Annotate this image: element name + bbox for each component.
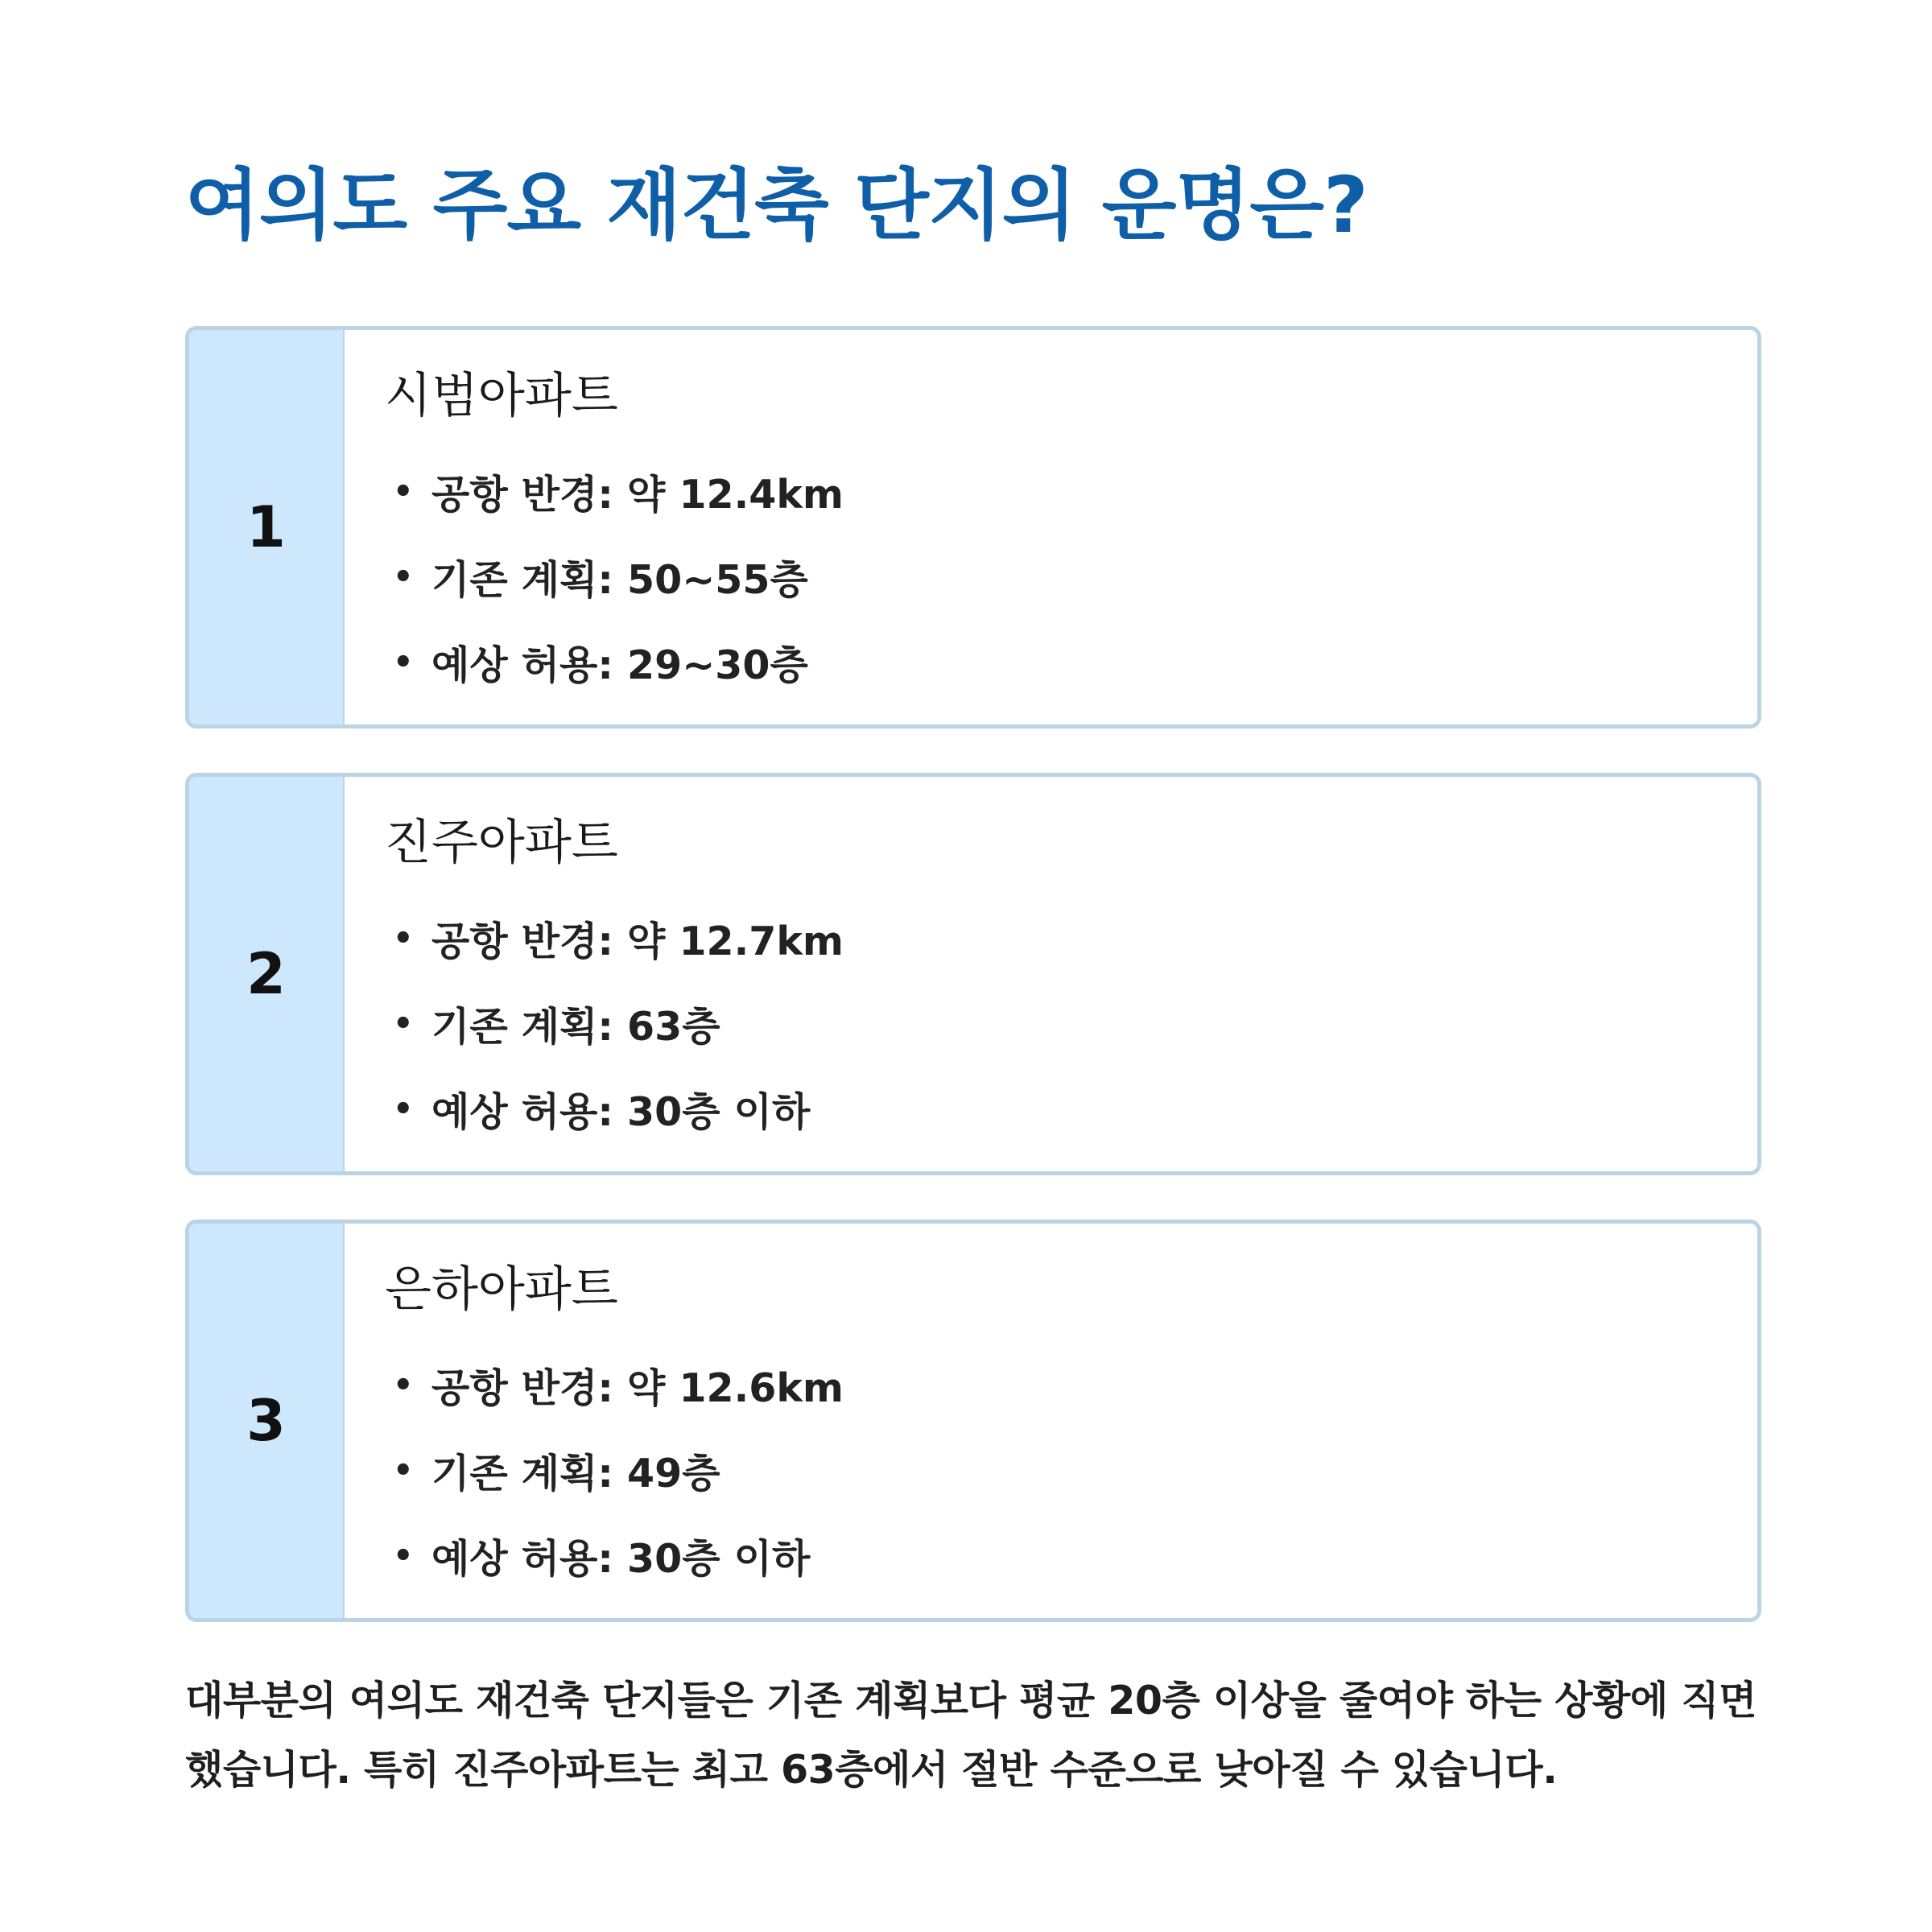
fact-airport-radius	[385, 449, 844, 535]
rank-panel	[189, 777, 345, 1171]
bullet-icon: •	[393, 559, 414, 596]
complex-name: 은하아파트	[385, 1261, 618, 1318]
fact-expected-allowance	[385, 620, 844, 705]
complex-card-1	[185, 326, 1761, 729]
fact-original-plan	[385, 535, 844, 620]
rank-number: 1	[246, 494, 286, 560]
complex-details	[345, 777, 1757, 1171]
complex-name: 시범아파트	[385, 368, 618, 424]
bullet-icon: •	[393, 920, 414, 957]
bullet-icon: •	[393, 473, 414, 510]
fact-text: 예상 허용: 30층 이하	[431, 1089, 811, 1135]
rank-number: 2	[246, 941, 286, 1007]
rank-panel	[189, 1224, 345, 1618]
complex-facts	[385, 1343, 844, 1599]
complex-name: 진주아파트	[385, 815, 618, 871]
fact-text: 예상 허용: 29~30층	[431, 642, 808, 688]
fact-original-plan	[385, 1428, 844, 1513]
bullet-icon: •	[393, 1091, 414, 1128]
bullet-icon: •	[393, 1005, 414, 1042]
fact-text: 공항 반경: 약 12.7km	[431, 919, 844, 964]
fact-expected-allowance	[385, 1513, 844, 1599]
bullet-icon: •	[393, 1452, 414, 1489]
infographic-page	[185, 0, 1761, 1932]
complex-details	[345, 1224, 1757, 1618]
complex-facts	[385, 896, 844, 1152]
complex-card-2	[185, 773, 1761, 1175]
page-title: 여의도 주요 재건축 단지의 운명은?	[185, 160, 1368, 250]
summary-text: 대부분의 여의도 재건축 단지들은 기존 계획보다 평균 20층 이상을 줄여야 하는 상황에 직면했습니다. 특히 진주아파트는 최고 63층에서 절반 수준으로 낮아질 수 있습니다.	[185, 1678, 1757, 1793]
fact-original-plan	[385, 981, 844, 1067]
fact-text: 기존 계획: 63층	[431, 1004, 720, 1050]
fact-airport-radius	[385, 896, 844, 981]
bullet-icon: •	[393, 1367, 414, 1404]
complex-card-3	[185, 1220, 1761, 1622]
bullet-icon: •	[393, 1538, 414, 1575]
fact-text: 공항 반경: 약 12.6km	[431, 1365, 844, 1411]
fact-text: 기존 계획: 50~55층	[431, 557, 808, 603]
fact-text: 예상 허용: 30층 이하	[431, 1536, 811, 1582]
rank-panel	[189, 330, 345, 724]
fact-airport-radius	[385, 1343, 844, 1428]
bullet-icon: •	[393, 644, 414, 681]
fact-text: 공항 반경: 약 12.4km	[431, 472, 844, 518]
rank-number: 3	[246, 1388, 286, 1454]
complex-details	[345, 330, 1757, 724]
fact-expected-allowance	[385, 1067, 844, 1152]
complex-facts	[385, 449, 844, 705]
fact-text: 기존 계획: 49층	[431, 1451, 720, 1496]
